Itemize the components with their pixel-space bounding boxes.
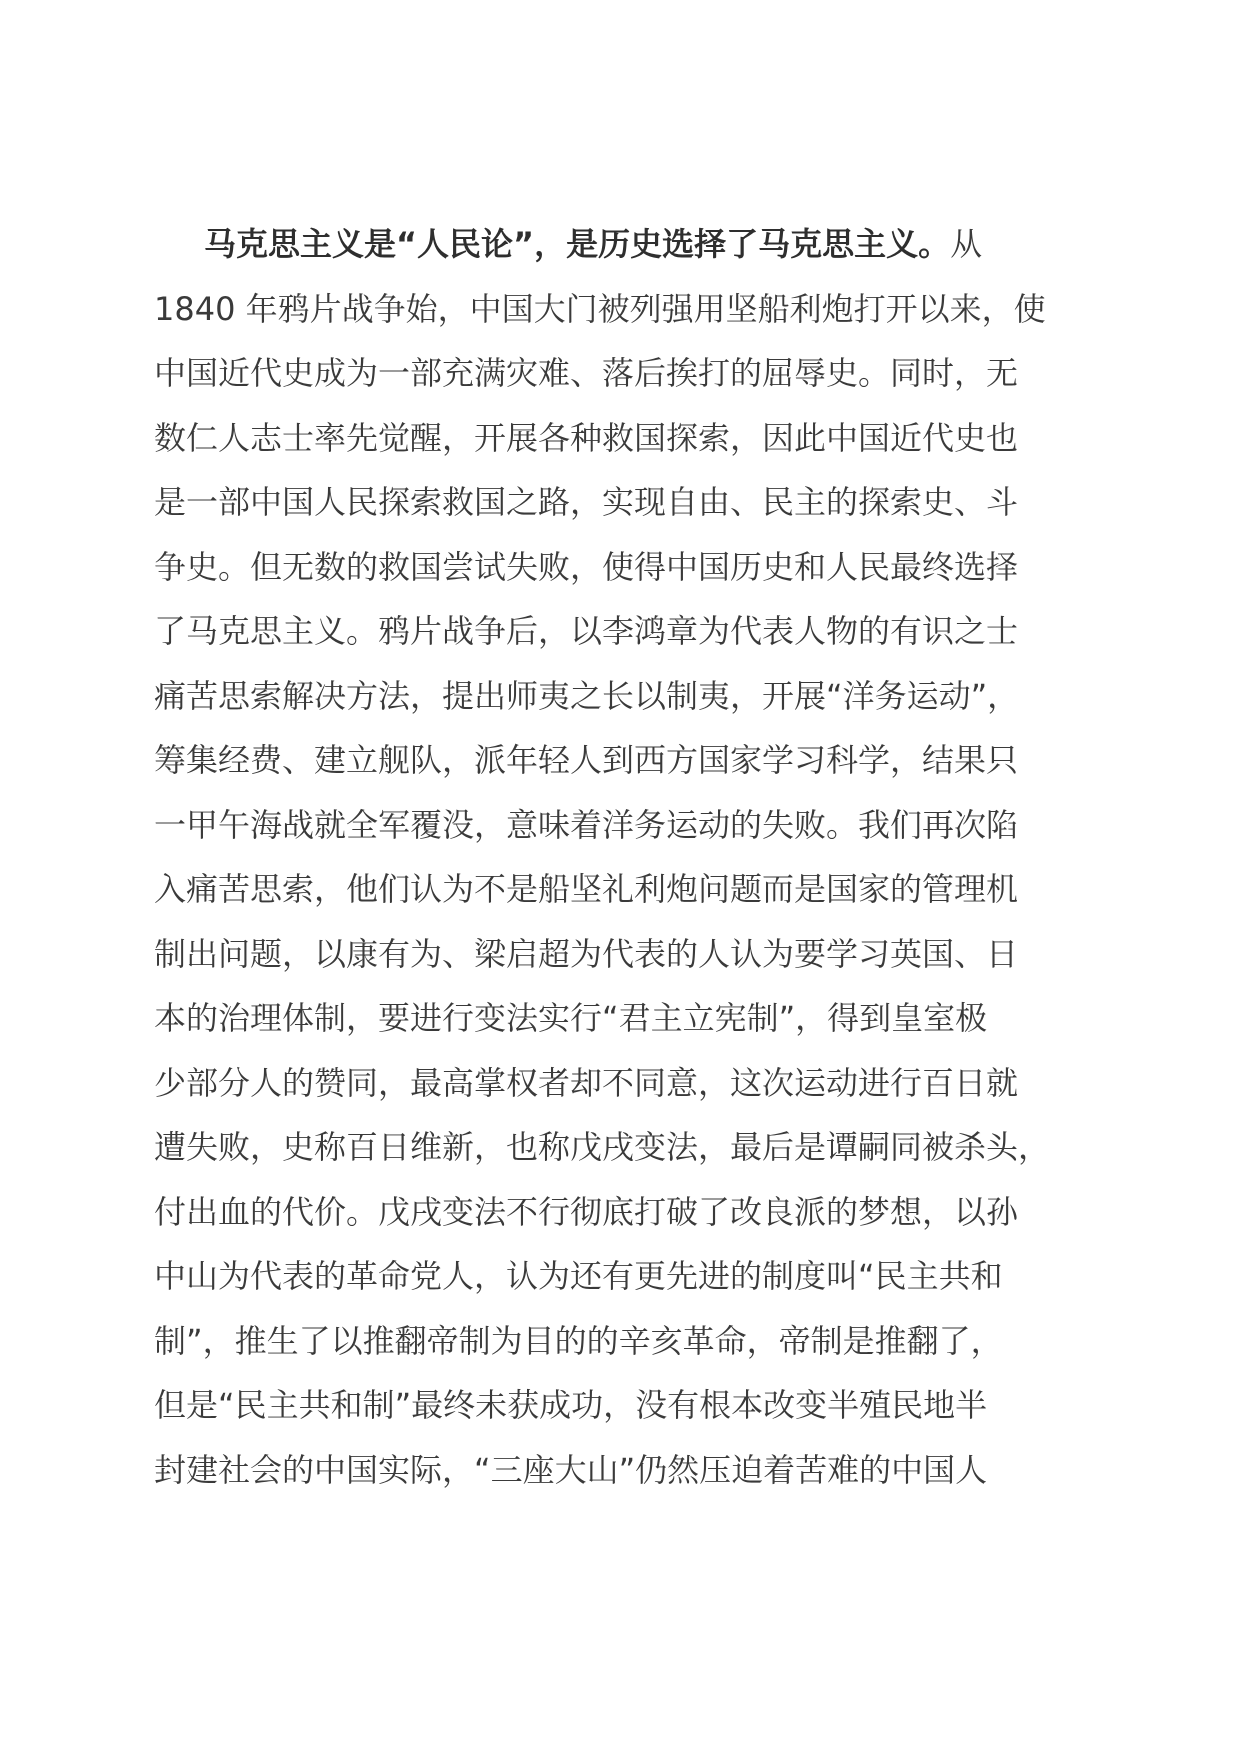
paragraph-line-4: 数仁人志士率先觉醒，开展各种救国探索，因此中国近代史也	[154, 418, 1019, 457]
paragraph-line-20: 封建社会的中国实际，“三座大山”仍然压迫着苦难的中国人	[154, 1450, 988, 1489]
body-paragraph	[154, 212, 1094, 1502]
paragraph-line-14: 少部分人的赞同，最高掌权者却不同意，这次运动进行百日就	[154, 1063, 1019, 1102]
paragraph-line-7: 了马克思主义。鸦片战争后，以李鸿章为代表人物的有识之士	[154, 612, 1019, 650]
paragraph-line-3: 中国近代史成为一部充满灾难、落后挨打的屈辱史。同时，无	[154, 354, 1019, 392]
paragraph-line-10: 一甲午海战就全军覆没，意味着洋务运动的失败。我们再次陷	[154, 805, 1019, 844]
bold-heading-text: 马克思主义是“人民论”，是历史选择了马克思主义。	[204, 225, 951, 263]
paragraph-line-16: 付出血的代价。戊戌变法不行彻底打破了改良派的梦想，以孙	[154, 1192, 1019, 1231]
paragraph-line-2: 1840 年鸦片战争始，中国大门被列强用坚船利炮打开以来，使	[154, 289, 1046, 328]
paragraph-line-1	[154, 212, 1094, 277]
line-text: 从	[950, 225, 983, 263]
paragraph-line-12: 制出问题，以康有为、梁启超为代表的人认为要学习英国、日	[154, 934, 1019, 973]
paragraph-line-15: 遭失败，史称百日维新，也称戊戌变法，最后是谭嗣同被杀头，	[154, 1128, 1051, 1166]
paragraph-line-13: 本的治理体制，要进行变法实行“君主立宪制”，得到皇室极	[154, 999, 988, 1037]
paragraph-line-5: 是一部中国人民探索救国之路，实现自由、民主的探索史、斗	[154, 483, 1019, 521]
paragraph-line-17: 中山为代表的革命党人，认为还有更先进的制度叫“民主共和	[154, 1257, 1003, 1295]
paragraph-line-18: 制”，推生了以推翻帝制为目的的辛亥革命，帝制是推翻了，	[154, 1321, 1003, 1360]
paragraph-line-11: 入痛苦思索，他们认为不是船坚礼利炮问题而是国家的管理机	[154, 870, 1019, 908]
paragraph-line-8: 痛苦思索解决方法，提出师夷之长以制夷，开展“洋务运动”，	[154, 676, 1020, 715]
paragraph-line-6: 争史。但无数的救国尝试失败，使得中国历史和人民最终选择	[154, 547, 1019, 586]
paragraph-line-19: 但是“民主共和制”最终未获成功，没有根本改变半殖民地半	[154, 1386, 988, 1424]
paragraph-line-9: 筹集经费、建立舰队，派年轻人到西方国家学习科学，结果只	[154, 741, 1019, 779]
